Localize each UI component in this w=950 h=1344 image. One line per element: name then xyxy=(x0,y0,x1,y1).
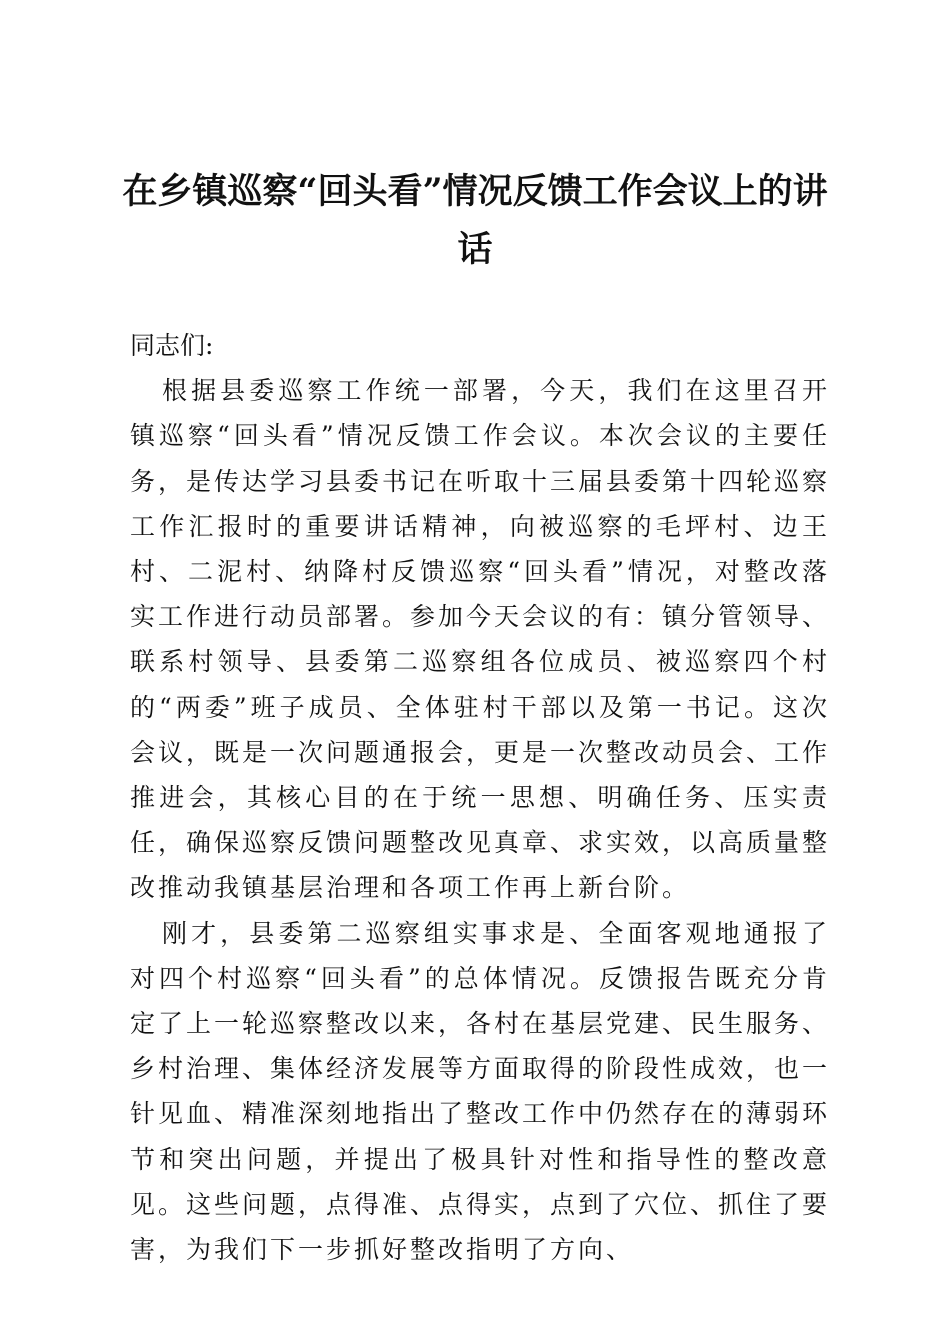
paragraph-1: 根据县委巡察工作统一部署，今天，我们在这里召开镇巡察“回头看”情况反馈工作会议。本次会议的主要任务，是传达学习县委书记在听取十三届县委第十四轮巡察工作汇报时的重要讲话精神，向被巡察的毛坪村、边王村、二泥村、纳降村反馈巡察“回头看”情况，对整改落实工作进行动员部署。参加今天会议的有：镇分管领导、联系村领导、县委第二巡察组各位成员、被巡察四个村的“两委”班子成员、全体驻村干部以及第一书记。这次会议，既是一次问题通报会，更是一次整改动员会、工作推进会，其核心目的在于统一思想、明确任务、压实责任，确保巡察反馈问题整改见真章、求实效，以高质量整改推动我镇基层治理和各项工作再上新台阶。 xyxy=(130,376,831,903)
document-title: 在乡镇巡察“回头看”情况反馈工作会议上的讲话 xyxy=(122,171,828,270)
paragraph-2: 刚才，县委第二巡察组实事求是、全面客观地通报了对四个村巡察“回头看”的总体情况。反馈报告既充分肯定了上一轮巡察整改以来，各村在基层党建、民生服务、乡村治理、集体经济发展等方面取得的阶段性成效，也一针见血、精准深刻地指出了整改工作中仍然存在的薄弱环节和突出问题，并提出了极具针对性和指导性的整改意见。这些问题，点得准、点得实，点到了穴位、抓住了要害，为我们下一步抓好整改指明了方向、 xyxy=(130,918,831,1265)
salutation: 同志们: xyxy=(130,331,214,360)
document-body xyxy=(130,323,830,1272)
